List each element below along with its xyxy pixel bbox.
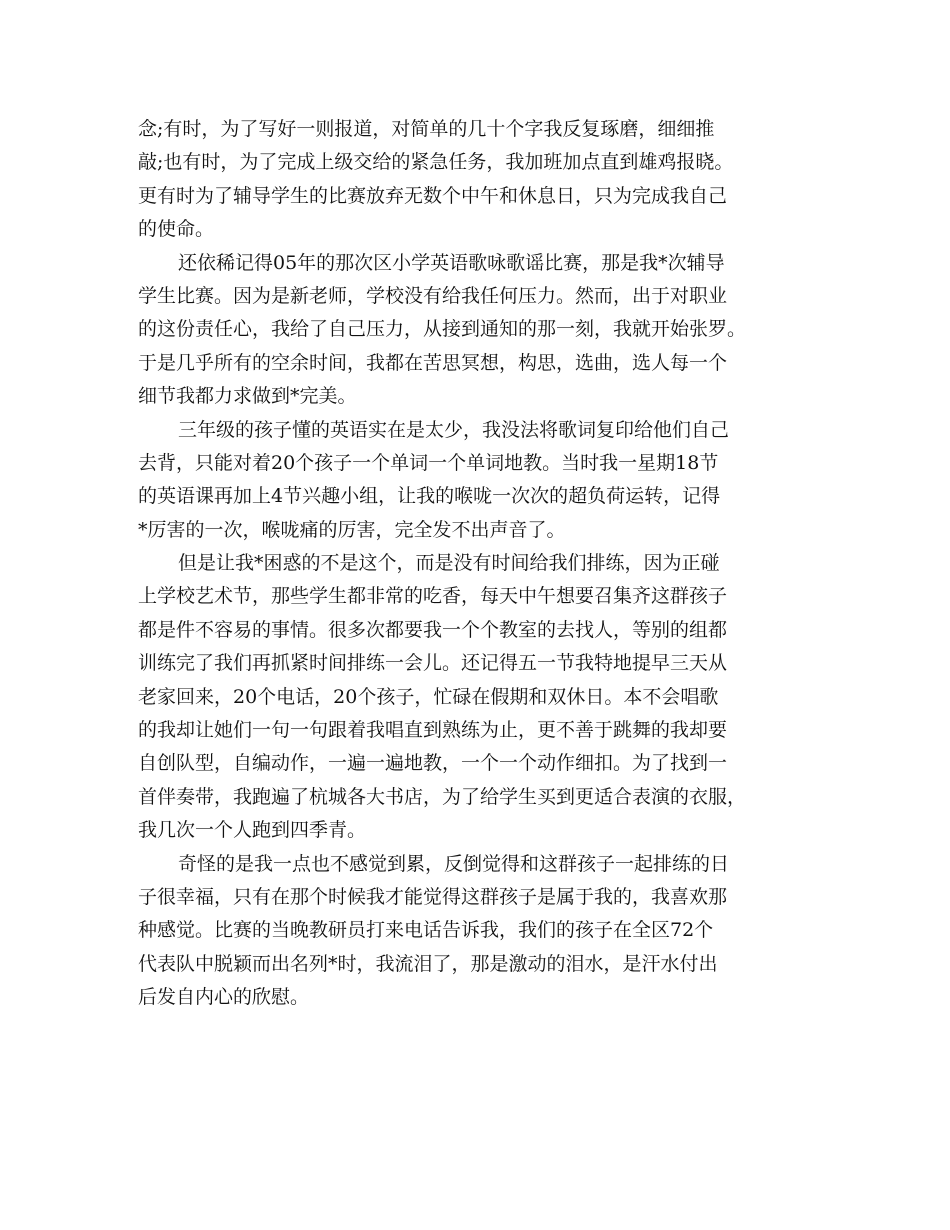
text-line: 首伴奏带，我跑遍了杭城各大书店，为了给学生买到更适合表演的衣服， — [138, 785, 747, 808]
paragraph-5 — [138, 848, 818, 1015]
text-line: 于是几乎所有的空余时间，我都在苦思冥想，构思，选曲，选人每一个 — [138, 351, 728, 374]
document-body — [138, 113, 818, 1015]
text-line: 学生比赛。因为是新老师，学校没有给我任何压力。然而，出于对职业 — [138, 284, 728, 307]
text-line: 细节我都力求做到*完美。 — [138, 385, 357, 408]
text-line: 训练完了我们再抓紧时间排练一会儿。还记得五一节我特地提早三天从 — [138, 652, 728, 675]
text-line: 三年级的孩子懂的英语实在是太少，我没法将歌词复印给他们自己 — [178, 418, 730, 441]
text-line: 念;有时，为了写好一则报道，对简单的几十个字我反复琢磨，细细推 — [138, 118, 715, 140]
text-line: 种感觉。比赛的当晚教研员打来电话告诉我，我们的孩子在全区72个 — [138, 919, 714, 942]
paragraph-4 — [138, 547, 818, 848]
text-line: 都是件不容易的事情。很多次都要我一个个教室的去找人，等别的组都 — [138, 618, 728, 641]
text-line: 奇怪的是我一点也不感觉到累，反倒觉得和这群孩子一起排练的日 — [178, 852, 730, 875]
text-line: 更有时为了辅导学生的比赛放弃无数个中午和休息日，只为完成我自己 — [138, 184, 728, 207]
paragraph-2 — [138, 247, 818, 414]
text-line: 我几次一个人跑到四季青。 — [138, 819, 367, 842]
text-line: 后发自内心的欣慰。 — [138, 986, 310, 1009]
text-line: 上学校艺术节，那些学生都非常的吃香，每天中午想要召集齐这群孩子 — [138, 585, 728, 608]
text-line: 子很幸福，只有在那个时候我才能觉得这群孩子是属于我的，我喜欢那 — [138, 885, 728, 908]
text-line: 敲;也有时，为了完成上级交给的紧急任务，我加班加点直到雄鸡报晓。 — [138, 151, 734, 174]
paragraph-1 — [138, 113, 818, 247]
text-line: 老家回来，20个电话，20个孩子，忙碌在假期和双休日。本不会唱歌 — [138, 685, 719, 708]
text-line: 自创队型，自编动作，一遍一遍地教，一个一个动作细扣。为了找到一 — [138, 752, 728, 775]
paragraph-3 — [138, 414, 818, 548]
text-line: 的这份责任心，我给了自己压力，从接到通知的那一刻，我就开始张罗。 — [138, 318, 747, 341]
text-line: 代表队中脱颖而出名列*时，我流泪了，那是激动的泪水，是汗水付出 — [138, 952, 718, 975]
text-line: 的英语课再加上4节兴趣小组，让我的喉咙一次次的超负荷运转，记得 — [138, 485, 721, 508]
text-line: 去背，只能对着20个孩子一个单词一个单词地教。当时我一星期18节 — [138, 451, 719, 474]
text-line: 还依稀记得05年的那次区小学英语歌咏歌谣比赛，那是我*次辅导 — [178, 251, 725, 274]
text-line: 的我却让她们一句一句跟着我唱直到熟练为止，更不善于跳舞的我却要 — [138, 719, 728, 742]
text-line: 但是让我*困惑的不是这个，而是没有时间给我们排练，因为正碰 — [178, 552, 720, 575]
text-line: 的使命。 — [138, 218, 215, 241]
text-line: *厉害的一次，喉咙痛的厉害，完全发不出声音了。 — [138, 518, 566, 541]
